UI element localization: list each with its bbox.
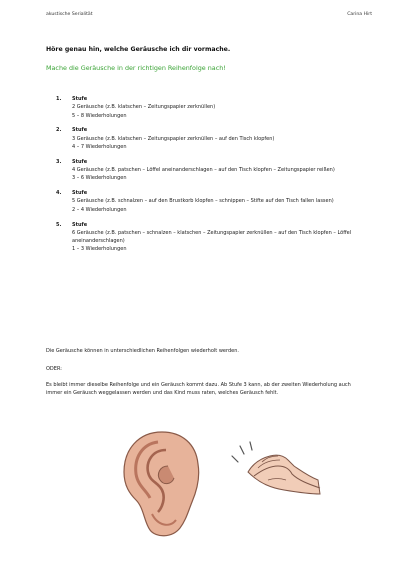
step-title: Stufe (72, 190, 88, 197)
step-item-3 (56, 158, 356, 183)
step-number: 1. (56, 96, 62, 102)
step-description: 4 Geräusche (z.B. patschen – Löffel aneinanderschlagen – auf den Tisch klopfen – Zeitungspapier reißen) (72, 167, 335, 174)
step-number: 2. (56, 127, 62, 134)
step-description: 2 Geräusche (z.B. klatschen – Zeitungspapier zerknüllen) (72, 104, 216, 111)
step-item-1 (56, 95, 356, 120)
header-author: Carina Hirt (347, 12, 372, 17)
variation-note: Die Geräusche können in unterschiedlichen Reihenfolgen wiederholt werden. (46, 348, 239, 354)
step-title: Stufe (72, 96, 88, 102)
step-item-2 (56, 126, 356, 151)
step-repetitions: 5 – 8 Wiederholungen (72, 112, 127, 119)
or-label: ODER: (46, 366, 62, 372)
step-title: Stufe (72, 127, 88, 134)
step-description: 5 Geräusche (z.B. schnalzen – auf den Brustkorb klopfen – schnippen – Stifte auf den Tisch fallen lassen) (72, 198, 334, 205)
step-number: 5. (56, 221, 62, 228)
step-repetitions: 2 – 4 Wiederholungen (72, 206, 127, 213)
step-number: 3. (56, 158, 62, 165)
step-item-4 (56, 189, 356, 214)
step-repetitions: 4 – 7 Wiederholungen (72, 143, 127, 150)
header-topic: akustische Serialität (46, 12, 93, 17)
instruction-text: Mache die Geräusche in der richtigen Reihenfolge nach! (46, 64, 226, 72)
step-description: 3 Geräusche (z.B. klatschen – Zeitungspapier zerknüllen – auf den Tisch klopfen) (72, 135, 275, 142)
clapping-hands-icon (228, 432, 324, 502)
step-title: Stufe (72, 158, 88, 165)
step-repetitions: 1 – 3 Wiederholungen (72, 246, 127, 253)
intro-text: Höre genau hin, welche Geräusche ich dir vormache. (46, 46, 231, 53)
step-title: Stufe (72, 221, 88, 228)
step-number: 4. (56, 190, 62, 197)
step-repetitions: 3 – 6 Wiederholungen (72, 175, 127, 182)
alternative-paragraph: Es bleibt immer dieselbe Reihenfolge und ein Geräusch kommt dazu. Ab Stufe 3 kann, ab der zweiten Wiederholung auch immer ein Geräusch weggelassen werden und das Kind muss raten, welches Geräusch fehlt. (46, 382, 351, 397)
steps-list (56, 95, 356, 260)
step-description: 6 Geräusche (z.B. patschen – schnalzen – klatschen – Zeitungspapier zerknüllen – auf den Tisch klopfen – Löffel aneinanderschlagen) (72, 229, 352, 245)
step-item-5 (56, 221, 356, 254)
ear-icon (118, 428, 202, 538)
